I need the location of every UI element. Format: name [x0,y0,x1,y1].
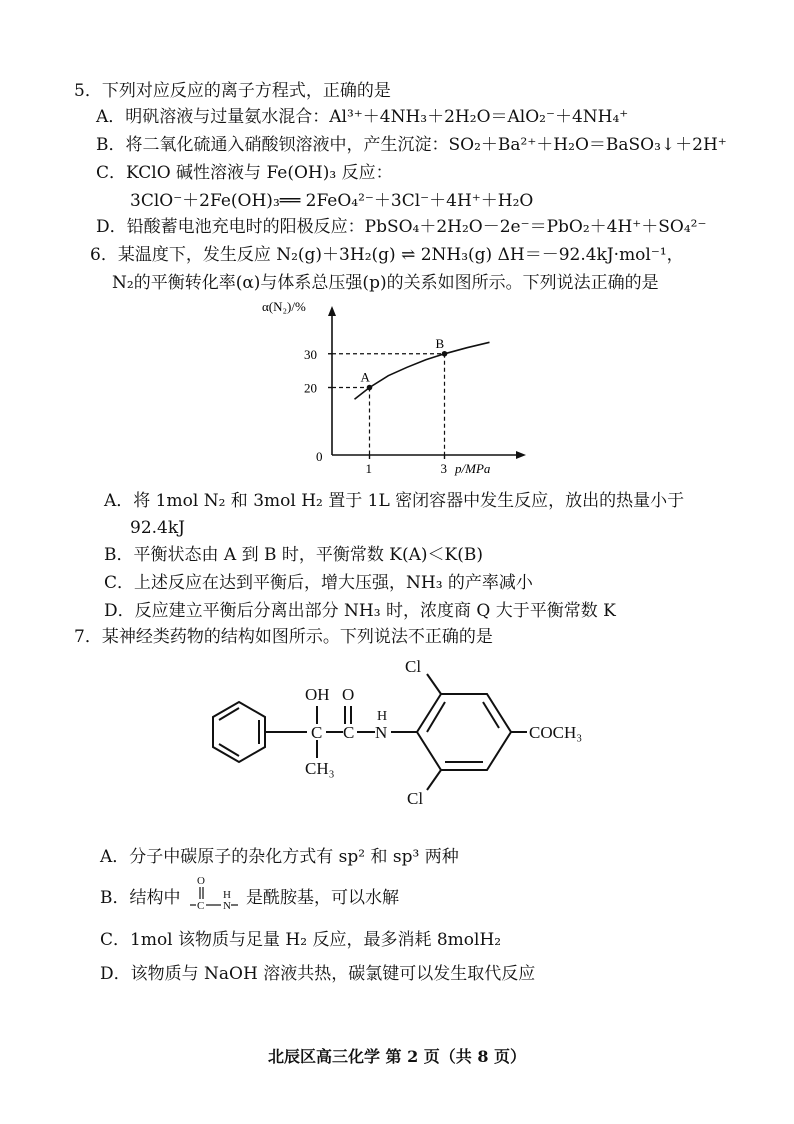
q6-option-b: B．平衡状态由 A 到 B 时，平衡常数 K(A)＜K(B) [104,545,483,565]
y-axis-label: α(N₂)/% [262,299,306,314]
x-axis-label: p/MPa [455,461,491,476]
q7-option-a: A．分子中碳原子的杂化方式有 sp² 和 sp³ 两种 [100,847,459,867]
q5-option-c-equation: 3ClO⁻＋2Fe(OH)₃══ 2FeO₄²⁻＋3Cl⁻＋4H⁺＋H₂O [130,191,534,211]
q6-option-a-line2: 92.4kJ [130,518,185,538]
y-tick-label: 20 [304,380,317,396]
amide-o: O [197,875,205,887]
q7-option-b-prefix: B．结构中 [100,888,181,908]
benzene-ring-left [213,702,265,762]
amide-h: H [223,889,231,901]
mol-coch3: COCH₃ [529,723,583,742]
mol-cl-top: Cl [405,657,422,676]
amide-n: N [223,900,231,912]
mol-ch3: CH₃ [305,759,335,778]
amide-c: C [197,900,205,912]
y-axis-arrow [328,306,336,316]
mol-c2: C [343,723,355,742]
q6-option-d: D．反应建立平衡后分离出部分 NH₃ 时，浓度商 Q 大于平衡常数 K [104,601,616,621]
q6-option-a-line1: A．将 1mol N₂ 和 3mol H₂ 置于 1L 密闭容器中发生反应，放出的热量小于 [104,491,685,511]
mol-c1: C [311,723,323,742]
origin-label: 0 [316,449,323,464]
chart-axes [328,306,526,459]
data-point [442,351,448,357]
x-tick-label: 1 [365,461,372,476]
q6-stem-line2: N₂的平衡转化率(α)与体系总压强(p)的关系如图所示。下列说法正确的是 [112,273,659,293]
q6-stem-line1: 6．某温度下，发生反应 N₂(g)＋3H₂(g) ⇌ 2NH₃(g) ΔH＝－92.4kJ·mol⁻¹， [90,245,684,265]
y-tick-label: 30 [304,346,317,362]
q5-option-c: C．KClO 碱性溶液与 Fe(OH)₃ 反应： [96,163,393,183]
mol-o: O [342,685,355,704]
q5-stem: 5．下列对应反应的离子方程式，正确的是 [74,81,391,101]
q7-option-d: D．该物质与 NaOH 溶液共热，碳氯键可以发生取代反应 [100,964,536,984]
mol-h: H [377,709,388,724]
data-point [367,385,373,391]
x-tick-label: 3 [440,461,447,476]
x-axis-arrow [516,451,526,459]
point-label: A [360,369,370,385]
mol-cl-bottom: Cl [407,789,424,808]
q5-option-d: D．铅酸蓄电池充电时的阳极反应：PbSO₄＋2H₂O－2e⁻＝PbO₂＋4H⁺＋SO₄²⁻ [96,217,707,237]
q7-option-b-suffix: 是酰胺基，可以水解 [246,888,399,908]
conversion-pressure-chart [250,295,530,480]
mol-oh: OH [305,685,330,704]
q5-option-a: A．明矾溶液与过量氨水混合：Al³⁺＋4NH₃＋2H₂O＝AlO₂⁻＋4NH₄⁺ [96,107,629,127]
page-footer: 北辰区高三化学 第 2 页（共 8 页） [267,1047,527,1066]
molecule-structure [195,650,615,810]
mol-n: N [375,723,388,742]
q5-option-b: B．将二氧化硫通入硝酸钡溶液中，产生沉淀：SO₂＋Ba²⁺＋H₂O＝BaSO₃↓＋2H⁺ [96,135,727,155]
point-label: B [435,335,445,351]
q6-option-c: C．上述反应在达到平衡后，增大压强，NH₃ 的产率减小 [104,573,533,593]
q7-stem: 7．某神经类药物的结构如图所示。下列说法不正确的是 [74,627,493,647]
benzene-ring-right [417,694,511,770]
series-line [355,342,490,399]
q7-option-c: C．1mol 该物质与足量 H₂ 反应，最多消耗 8molH₂ [100,930,502,950]
